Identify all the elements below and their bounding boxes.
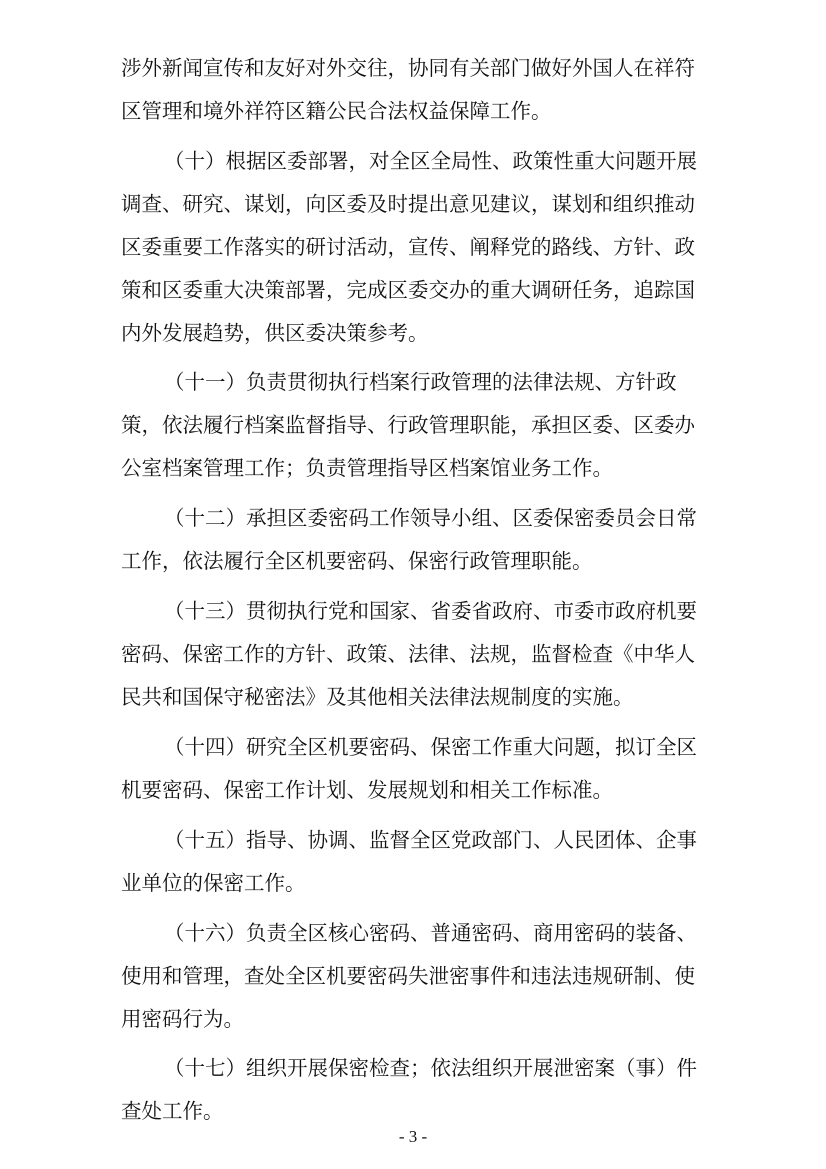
paragraph-first-line — [0, 593, 826, 629]
line-text: （十六）负责全区核心密码、普通密码、商用密码的装备、 — [164, 921, 697, 945]
line-text: 策和区委重大决策部署，完成区委交办的重大调研任务，追踪国 — [121, 278, 695, 302]
line-text: （十）根据区委部署，对全区全局性、政策性重大问题开展 — [164, 149, 697, 173]
line-text: （十一）负责贯彻执行档案行政管理的法律法规、方针政 — [164, 370, 677, 394]
line-text: 工作，依法履行全区机要密码、保密行政管理职能。 — [121, 549, 593, 573]
line-text: 业单位的保密工作。 — [121, 871, 306, 895]
text-line — [0, 315, 826, 351]
paragraph-first-line — [0, 143, 826, 179]
text-line — [0, 229, 826, 265]
paragraph-first-line — [0, 1050, 826, 1086]
text-line — [0, 272, 826, 308]
line-text: （十四）研究全区机要密码、保密工作重大问题，拟订全区 — [164, 735, 697, 759]
paragraph-first-line — [0, 729, 826, 765]
line-text: 内外发展趋势，供区委决策参考。 — [121, 321, 429, 345]
line-text: 调查、研究、谋划，向区委及时提出意见建议，谋划和组织推动 — [121, 192, 695, 216]
text-line — [0, 958, 826, 994]
line-text: 用密码行为。 — [121, 1007, 244, 1031]
text-line — [0, 50, 826, 86]
text-line — [0, 636, 826, 672]
text-line — [0, 186, 826, 222]
line-text: 区管理和境外祥符区籍公民合法权益保障工作。 — [121, 99, 552, 123]
line-text: 涉外新闻宣传和友好对外交往，协同有关部门做好外国人在祥符 — [121, 56, 695, 80]
line-text: 公室档案管理工作；负责管理指导区档案馆业务工作。 — [121, 456, 613, 480]
text-line — [0, 93, 826, 129]
text-line — [0, 1001, 826, 1037]
text-line — [0, 407, 826, 443]
paragraph-first-line — [0, 500, 826, 536]
line-text: （十七）组织开展保密检查；依法组织开展泄密案（事）件 — [164, 1056, 697, 1080]
text-line — [0, 865, 826, 901]
text-line — [0, 772, 826, 808]
line-text: （十五）指导、协调、监督全区党政部门、人民团体、企事 — [164, 828, 697, 852]
line-text: 区委重要工作落实的研讨活动，宣传、阐释党的路线、方针、政 — [121, 235, 695, 259]
text-line — [0, 543, 826, 579]
line-text: 密码、保密工作的方针、政策、法律、法规，监督检查《中华人 — [121, 642, 695, 666]
paragraph-first-line — [0, 364, 826, 400]
page-number: - 3 - — [398, 1127, 428, 1146]
paragraph-first-line — [0, 915, 826, 951]
line-text: 查处工作。 — [121, 1099, 224, 1123]
paragraph-first-line — [0, 822, 826, 858]
line-text: 使用和管理，查处全区机要密码失泄密事件和违法违规研制、使 — [121, 964, 695, 988]
line-text: 策，依法履行档案监督指导、行政管理职能，承担区委、区委办 — [121, 413, 695, 437]
line-text: 民共和国保守秘密法》及其他相关法律法规制度的实施。 — [121, 685, 634, 709]
text-line — [0, 679, 826, 715]
text-line — [0, 450, 826, 486]
line-text: （十三）贯彻执行党和国家、省委省政府、市委市政府机要 — [164, 599, 697, 623]
line-text: （十二）承担区委密码工作领导小组、区委保密委员会日常 — [164, 506, 697, 530]
line-text: 机要密码、保密工作计划、发展规划和相关工作标准。 — [121, 778, 613, 802]
